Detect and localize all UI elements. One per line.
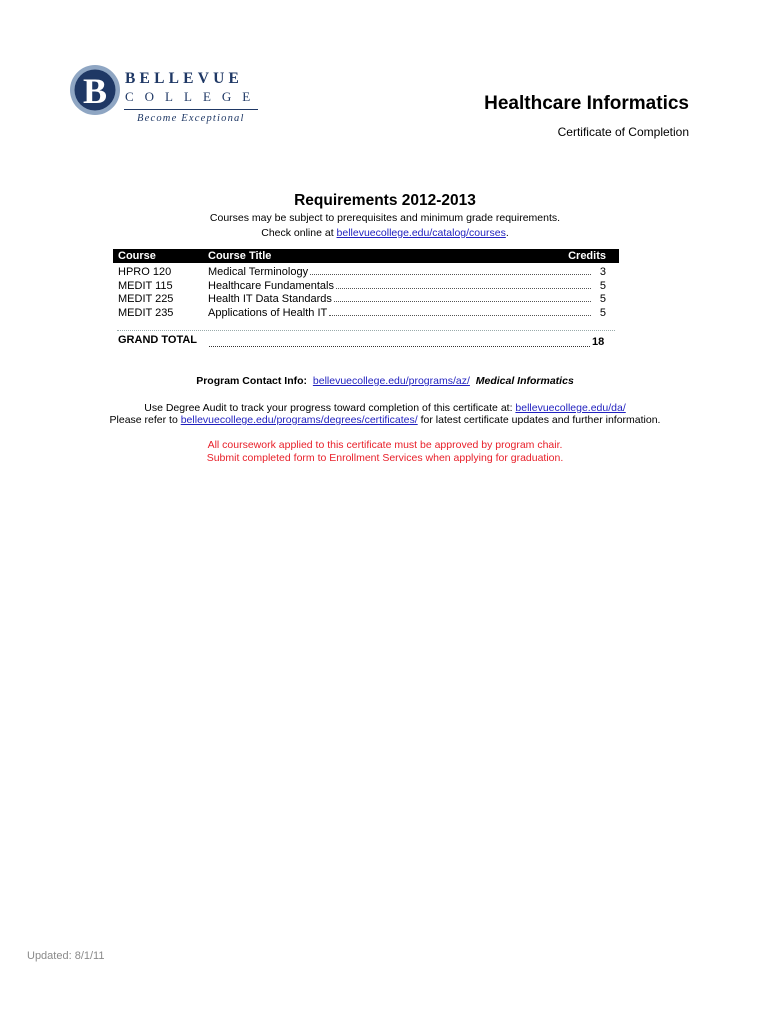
course-code: HPRO 120	[118, 266, 172, 278]
header-credits: Credits	[568, 250, 606, 262]
grand-total-dot-leader	[209, 346, 590, 347]
course-credits: 3	[599, 266, 606, 278]
header-course: Course	[118, 250, 156, 262]
program-contact	[0, 375, 770, 387]
refer-suffix: for latest certificate updates and further information.	[417, 414, 661, 426]
course-title	[208, 266, 593, 278]
course-code: MEDIT 115	[118, 280, 173, 292]
requirements-title: Requirements 2012-2013	[294, 192, 476, 209]
grand-total-value: 18	[592, 336, 605, 348]
course-credits: 5	[599, 293, 606, 305]
logo-word-college: COLLEGE	[125, 89, 262, 104]
table-row	[113, 293, 619, 307]
course-credits: 5	[599, 307, 606, 319]
course-table-header	[113, 249, 619, 263]
bellevue-college-logo-icon	[68, 62, 124, 118]
catalog-note	[0, 227, 770, 239]
catalog-link[interactable]: bellevuecollege.edu/catalog/courses	[336, 227, 506, 239]
table-row	[113, 266, 619, 280]
table-row	[113, 280, 619, 294]
course-title	[208, 293, 593, 305]
dot-leader	[310, 273, 591, 275]
course-title	[208, 280, 593, 292]
course-code: MEDIT 235	[118, 307, 174, 319]
table-divider	[117, 330, 615, 331]
certificates-link[interactable]: bellevuecollege.edu/programs/degrees/certificates/	[180, 414, 418, 426]
catalog-note-suffix: .	[505, 227, 509, 239]
approval-warning: All coursework applied to this certificate must be approved by program chair.	[207, 439, 563, 451]
dot-leader	[329, 314, 591, 316]
program-subtitle: Certificate of Completion	[557, 125, 689, 139]
logo-word-bellevue: BELLEVUE	[125, 70, 244, 87]
program-title: Healthcare Informatics	[484, 93, 689, 114]
course-title-text: Applications of Health IT	[208, 307, 328, 319]
degree-audit-link[interactable]: bellevuecollege.edu/da/	[515, 402, 626, 414]
course-code: MEDIT 225	[118, 293, 174, 305]
table-row	[113, 307, 619, 321]
contact-label: Program Contact Info:	[196, 375, 308, 387]
course-title	[208, 307, 593, 319]
course-title-text: Medical Terminology	[208, 266, 309, 278]
refer-prefix: Please refer to	[109, 414, 181, 426]
course-title-text: Health IT Data Standards	[208, 293, 332, 305]
logo-tagline: Become Exceptional	[137, 113, 245, 124]
catalog-note-prefix: Check online at	[261, 227, 337, 239]
dot-leader	[334, 300, 591, 302]
logo-divider	[124, 109, 258, 110]
refer-line	[0, 414, 770, 426]
svg-text:B: B	[82, 71, 108, 111]
course-credits: 5	[599, 280, 606, 292]
requirements-note: Courses may be subject to prerequisites and minimum grade requirements.	[209, 212, 561, 224]
contact-link[interactable]: bellevuecollege.edu/programs/az/	[312, 375, 470, 387]
submission-warning: Submit completed form to Enrollment Services when applying for graduation.	[206, 452, 564, 464]
grand-total-label: GRAND TOTAL	[118, 334, 198, 346]
degree-audit-line	[0, 402, 770, 414]
header-course-title: Course Title	[208, 250, 272, 262]
updated-date: Updated: 8/1/11	[27, 950, 105, 962]
contact-program: Medical Informatics	[475, 375, 574, 387]
course-title-text: Healthcare Fundamentals	[208, 280, 334, 292]
dot-leader	[336, 287, 591, 289]
degree-audit-text: Use Degree Audit to track your progress toward completion of this certificate at:	[144, 402, 516, 414]
